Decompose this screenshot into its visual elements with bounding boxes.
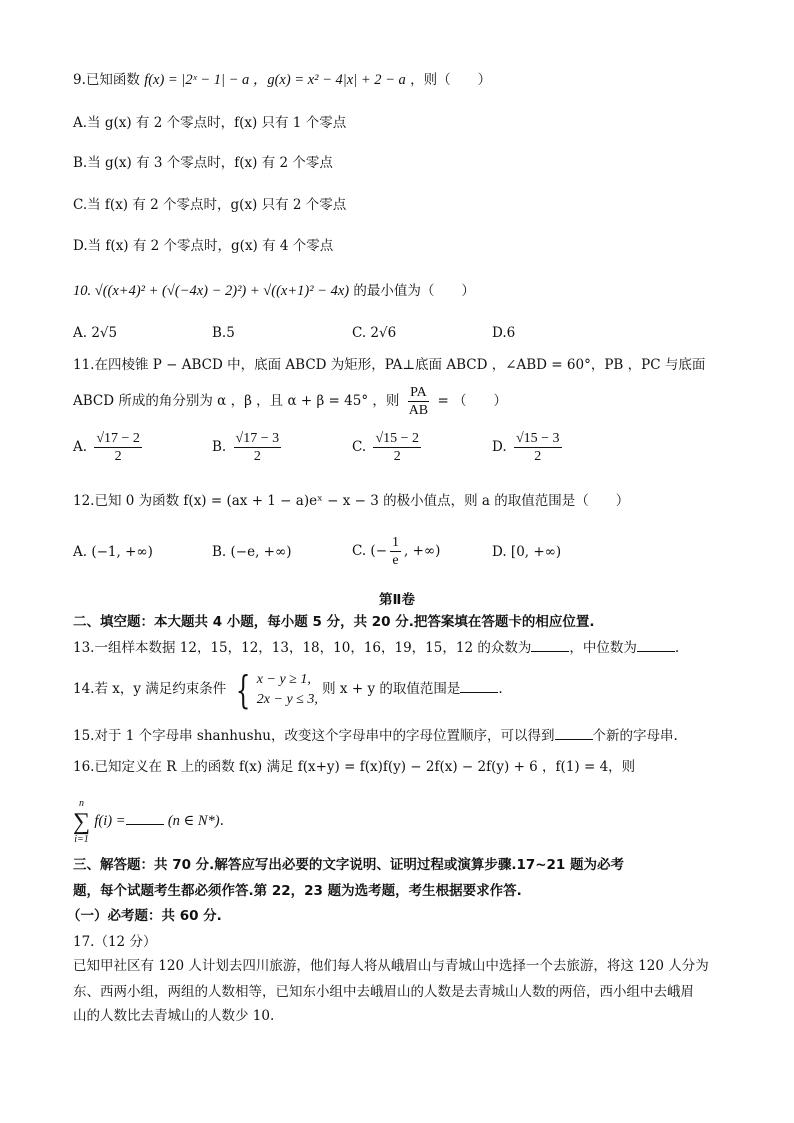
q12-option-c-frac (390, 534, 401, 569)
q16-summation (73, 798, 90, 846)
q11-stem-line2-suffix: = （ ） (437, 393, 508, 409)
q15 (73, 725, 678, 746)
q14-constraint-2: 2x − y ≤ 3, (256, 691, 318, 707)
q12-option-c-num: 1 (392, 535, 400, 550)
q17-line2: 东、西两小组，两组的人数相等，已知东小组中去峨眉山的人数是去青城山人数的两倍，西小组中去峨眉 (73, 984, 694, 1000)
q11-ratio-den: AB (408, 403, 429, 418)
q11-option-c-num: √15 − 2 (375, 431, 420, 446)
q10-stem-math: 10. √((x+4)² + (√(−4x) − 2)²) + √((x+1)² − 4x) (73, 283, 350, 299)
q16-sum-upper: n (79, 797, 85, 809)
q12-option-b: B. (−e, +∞) (212, 544, 292, 560)
q10-option-b: B.5 (212, 325, 235, 341)
q14-prefix: 14.若 x，y 满足约束条件 (73, 681, 227, 697)
q11-option-d-den: 2 (534, 449, 542, 464)
q15-blank[interactable] (555, 725, 593, 740)
q11-option-c (352, 430, 424, 465)
q9-stem-prefix: 9.已知函数 (73, 72, 140, 88)
q9-option-d: D.当 f(x) 有 2 个零点时，g(x) 有 4 个零点 (73, 238, 334, 254)
q13 (73, 637, 679, 658)
q15-part2: 个新的字母串. (592, 728, 678, 744)
q13-part2: ，中位数为 (569, 640, 637, 656)
q11-stem-line1: 11.在四棱锥 P − ABCD 中，底面 ABCD 为矩形，PA⊥底面 ABCD ，∠ABD = 60°，PB ，PC 与底面 (73, 357, 706, 373)
q11-ratio (407, 384, 430, 419)
q13-blank-mode[interactable] (531, 637, 569, 652)
q12-option-c-suffix: , +∞) (404, 543, 441, 559)
required-header: （一）必考题：共 60 分. (67, 908, 222, 924)
answer-header-line1: 三、解答题：共 70 分.解答应写出必要的文字说明、证明过程或演算步骤.17~21 题为必考 (73, 857, 625, 873)
sigma-icon: ∑ (73, 808, 91, 835)
q9-option-c: C.当 f(x) 有 2 个零点时，g(x) 只有 2 个零点 (73, 197, 347, 213)
q14-constraint-1: x − y ≥ 1, (256, 671, 311, 687)
q12-option-d: D. [0, +∞) (492, 544, 562, 560)
q11-option-b-label: B. (212, 439, 227, 455)
q10-stem-suffix: 的最小值为（ ） (353, 283, 475, 299)
q13-blank-median[interactable] (637, 637, 675, 652)
q14-blank[interactable] (460, 678, 498, 693)
answer-header-line2: 题，每个试题考生都必须作答.第 22，23 题为选考题，考生根据要求作答. (73, 883, 522, 899)
q17-line1: 已知甲社区有 120 人计划去四川旅游，他们每人将从峨眉山与青城山中选择一个去旅游，将这 120 人分为 (73, 958, 709, 974)
q16-blank[interactable] (126, 810, 164, 825)
q9-option-b: B.当 g(x) 有 3 个零点时，f(x) 有 2 个零点 (73, 155, 333, 171)
q11-option-b-den: 2 (253, 449, 261, 464)
q11-option-b (212, 430, 284, 465)
q12-option-c-prefix: C. (− (352, 543, 388, 559)
q11-stem-line2-prefix: ABCD 所成的角分别为 α ，β ，且 α + β = 45° ，则 (73, 393, 400, 409)
q16-line2 (73, 797, 224, 846)
q12-option-a: A. (−1, +∞) (73, 544, 153, 560)
q11-option-a-frac (94, 430, 142, 465)
q14 (73, 667, 503, 711)
q10-option-c: C. 2√6 (352, 325, 397, 341)
q10-option-a: A. 2√5 (73, 325, 118, 341)
q17-line3: 山的人数比去青城山的人数少 10. (73, 1008, 275, 1024)
q11-stem-line2 (73, 384, 507, 419)
q17-head: 17.（12 分） (73, 934, 157, 950)
section2-title: 第Ⅱ卷 (379, 592, 415, 608)
q16-sum-body: f(i) = (94, 813, 126, 829)
q10-option-d: D.6 (492, 325, 516, 341)
q9-stem-suffix: ，则（ ） (410, 72, 492, 88)
q15-part1: 15.对于 1 个字母串 shanhushu，改变这个字母串中的字母位置顺序，可以得到 (73, 728, 555, 744)
q10-stem (73, 281, 475, 301)
q12-option-c (352, 533, 440, 569)
q16-sum-lower: i=1 (74, 833, 89, 845)
q12-option-c-den: e (392, 553, 399, 568)
q9-option-a: A.当 g(x) 有 2 个零点时，f(x) 只有 1 个零点 (73, 115, 347, 131)
q11-option-b-num: √17 − 3 (235, 431, 280, 446)
q11-option-c-frac (373, 430, 421, 465)
q12-stem: 12.已知 0 为函数 f(x) = (ax + 1 − a)eˣ − x − 3 的极小值点，则 a 的取值范围是（ ） (73, 493, 630, 509)
q9-stem (73, 70, 491, 90)
q11-option-b-frac (234, 430, 282, 465)
q11-option-d-num: √15 − 3 (515, 431, 560, 446)
q11-option-d-frac (514, 430, 562, 465)
q13-part1: 13.一组样本数据 12，15，12，13，18，10，16，19，15，12 的众数为 (73, 640, 532, 656)
q14-constraint-system (231, 667, 318, 712)
q14-brace: { (235, 667, 250, 712)
q14-middle: 则 x + y 的取值范围是 (322, 681, 461, 697)
q16-line1: 16.已知定义在 R 上的函数 f(x) 满足 f(x+y) = f(x)f(y) − 2f(x) − 2f(y) + 6 ，f(1) = 4，则 (73, 759, 636, 775)
q11-ratio-num: PA (410, 385, 427, 400)
q11-option-c-den: 2 (393, 449, 401, 464)
q11-option-d-label: D. (492, 439, 507, 455)
q11-option-a (73, 430, 145, 465)
q14-constraints (257, 670, 318, 710)
fill-blank-header: 二、填空题：本大题共 4 小题，每小题 5 分，共 20 分.把答案填在答题卡的相应位置. (73, 614, 595, 630)
q13-part3: . (674, 640, 680, 656)
q11-option-a-label: A. (73, 439, 88, 455)
q11-option-a-den: 2 (114, 449, 122, 464)
q14-end: . (498, 681, 503, 697)
q11-option-c-label: C. (352, 439, 367, 455)
q16-end: . (219, 813, 224, 829)
q16-condition: (n ∈ N*) (167, 813, 220, 829)
q9-stem-math: f(x) = |2ˣ − 1| − a ，g(x) = x² − 4|x| + 2 − a (144, 72, 406, 88)
q11-option-d (492, 430, 565, 465)
q11-option-a-num: √17 − 2 (96, 431, 140, 446)
